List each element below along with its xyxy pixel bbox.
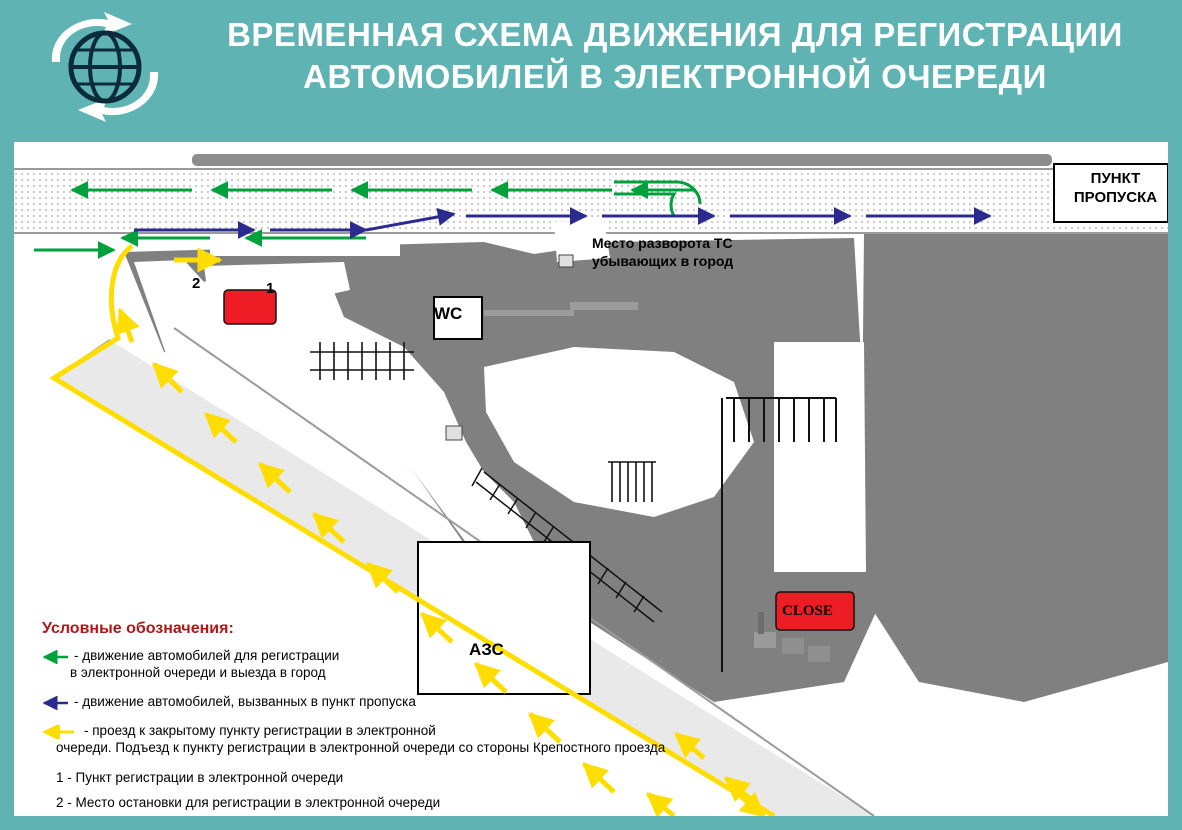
checkpoint-label-line2: ПРОПУСКА [1073, 188, 1158, 206]
azs-label: АЗС [469, 640, 504, 659]
globe-arrows-logo [40, 10, 170, 130]
legend-note-1: 1 - Пункт регистрации в электронной очереди [56, 770, 344, 786]
legend-yellow-line1: - проезд к закрытому пункту регистрации в электронной [84, 722, 436, 738]
title-line-1: ВРЕМЕННАЯ СХЕМА ДВИЖЕНИЯ ДЛЯ РЕГИСТРАЦИИ [227, 16, 1123, 53]
green-arrow-icon [40, 650, 70, 664]
poster-title [180, 14, 1170, 98]
yellow-arrow-icon [40, 725, 80, 739]
blue-arrow-icon [40, 696, 70, 710]
turnaround-label-line1: Место разворота ТС [592, 235, 733, 251]
wc-label: WC [434, 304, 463, 323]
checkpoint-label [1063, 170, 1168, 208]
legend-yellow-line2: очереди. Подъезд к пункту регистрации в электронной очереди со стороны Крепостного проезда [56, 739, 666, 755]
legend-item-green [28, 648, 728, 682]
title-line-2: АВТОМОБИЛЕЙ В ЭЛЕКТРОННОЙ ОЧЕРЕДИ [303, 58, 1047, 96]
turnaround-label-line2: убывающих в город [592, 253, 734, 270]
map-area [14, 142, 1168, 816]
legend [28, 620, 728, 812]
legend-green-line2: в электронной очереди и выезда в город [70, 664, 326, 680]
poster-header [0, 0, 1182, 140]
legend-green-line1: - движение автомобилей для регистрации [74, 648, 340, 663]
close-label: CLOSE [782, 603, 833, 619]
legend-item-blue [28, 694, 728, 711]
marker-1-label: 1 [266, 280, 275, 297]
legend-blue-line1: - движение автомобилей, вызванных в пункт пропуска [74, 693, 416, 709]
marker-2-label: 2 [192, 275, 201, 292]
legend-note-2: 2 - Место остановки для регистрации в электронной очереди [56, 795, 441, 811]
turnaround-label [592, 234, 772, 270]
legend-item-yellow [28, 723, 728, 757]
legend-title: Условные обозначения: [42, 620, 234, 637]
checkpoint-label-line1: ПУНКТ [1090, 170, 1141, 187]
